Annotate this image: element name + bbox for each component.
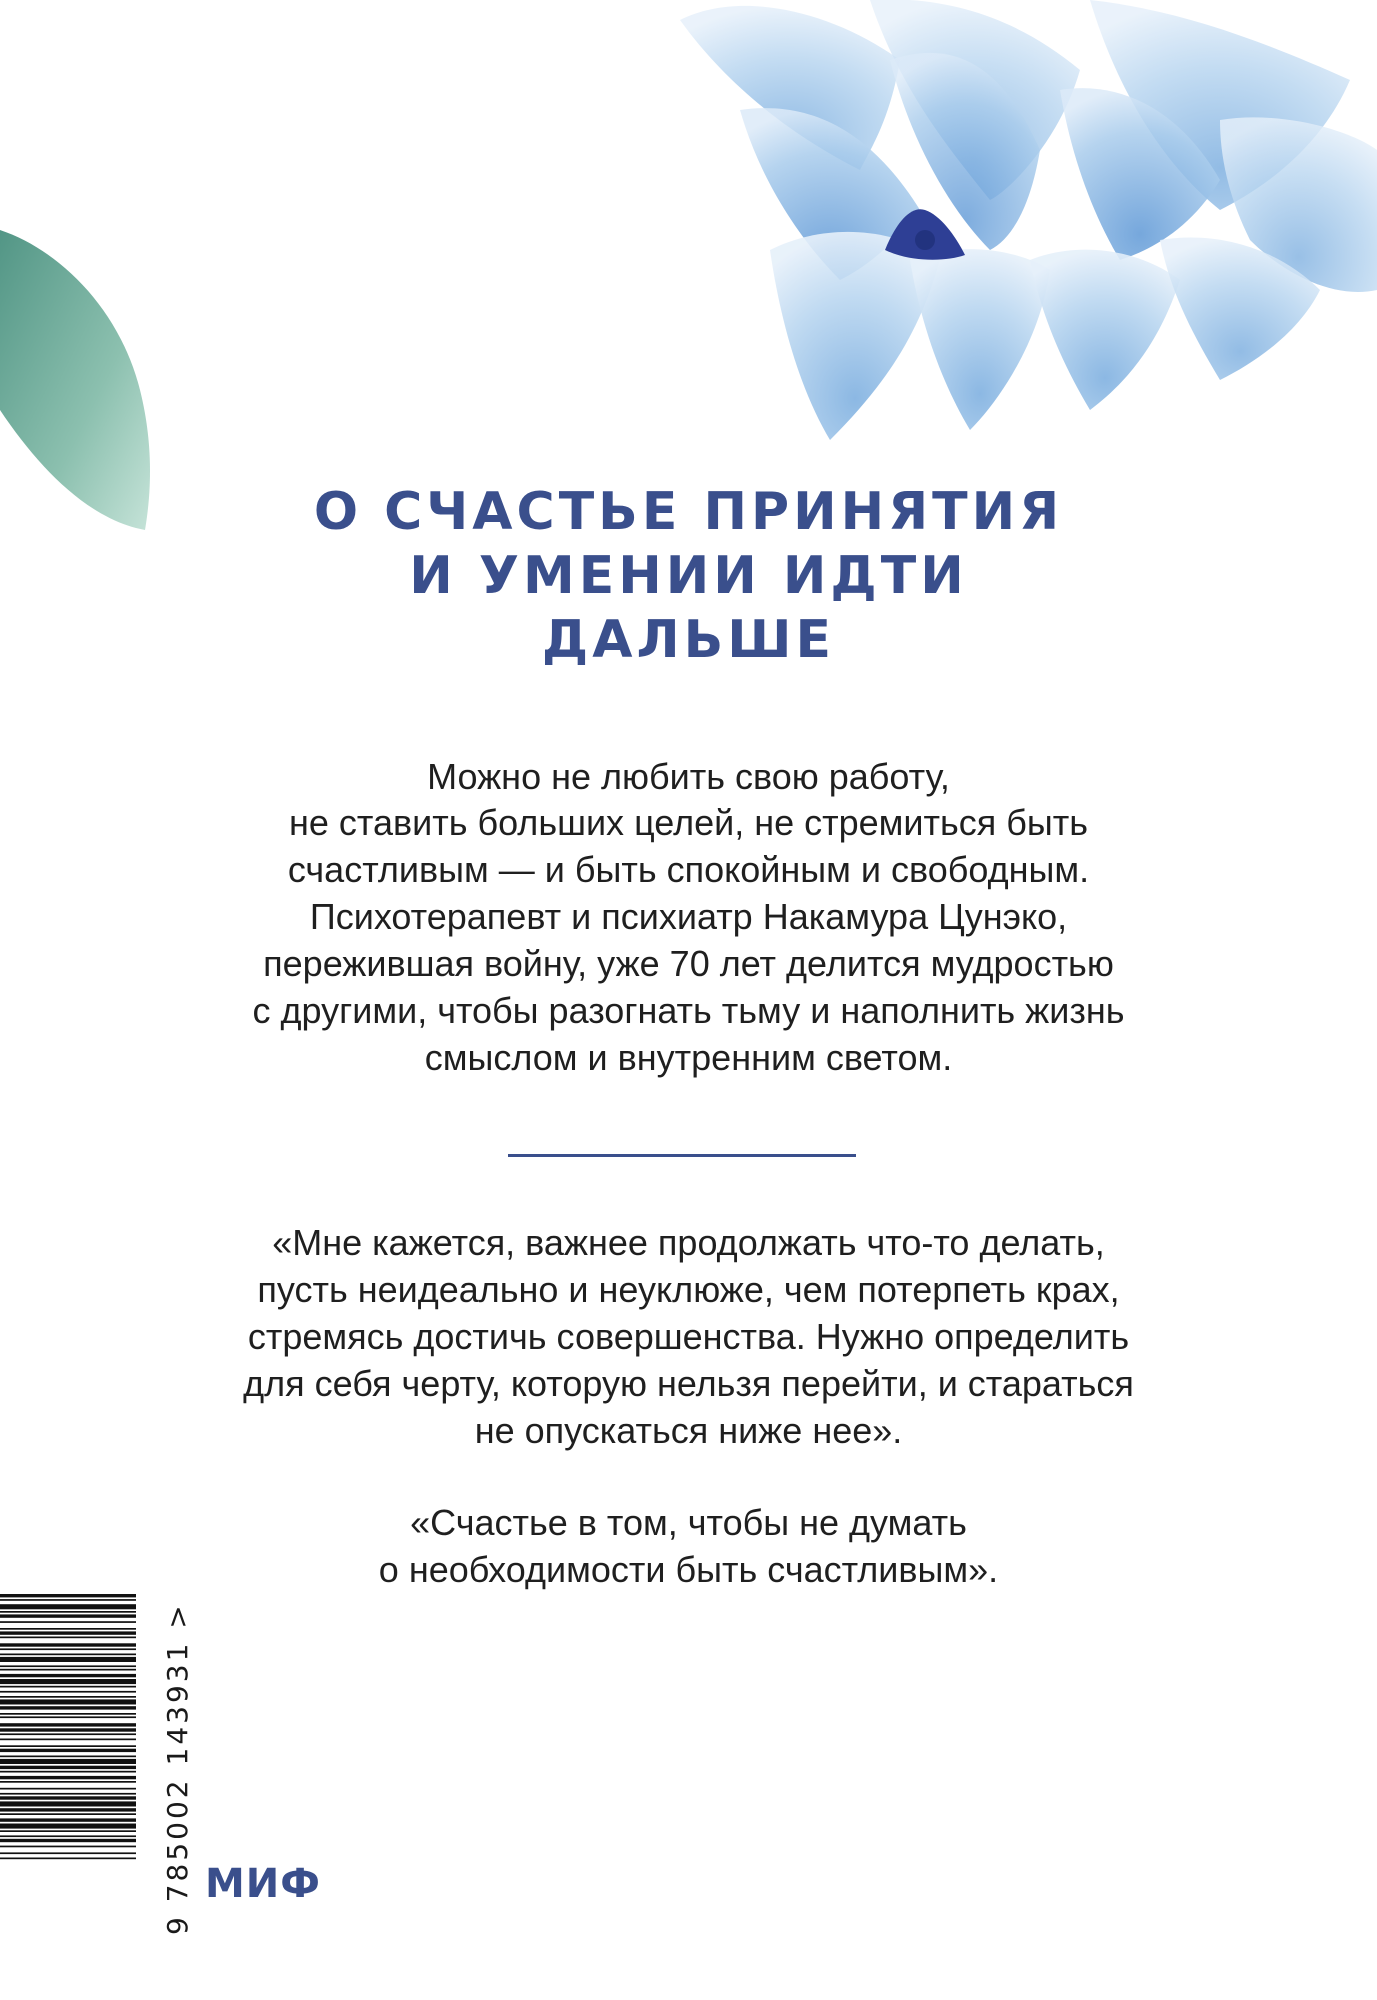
- section-divider: [508, 1154, 856, 1157]
- description-line-2: не ставить больших целей, не стремиться быть: [288, 802, 1089, 843]
- quote-2-line-1: «Счастье в том, чтобы не думать: [410, 1502, 967, 1543]
- description-line-6: с другими, чтобы разогнать тьму и наполнить жизнь: [252, 990, 1125, 1031]
- headline-line-3: ДАЛЬШЕ: [541, 610, 836, 670]
- quote-1-line-2: пусть неидеально и неуклюже, чем потерпеть крах,: [257, 1269, 1120, 1310]
- description-line-3: счастливым — и быть спокойным и свободным.: [287, 849, 1090, 890]
- description-line-1: Можно не любить свою работу,: [427, 756, 950, 797]
- description-line-7: смыслом и внутренним светом.: [424, 1037, 953, 1078]
- barcode-icon: [0, 1590, 136, 1940]
- headline-line-1: О СЧАСТЬЕ ПРИНЯТИЯ: [313, 482, 1064, 542]
- quote-1-line-1: «Мне кажется, важнее продолжать что-то делать,: [272, 1222, 1105, 1263]
- quote-1-line-5: не опускаться ниже нее».: [474, 1410, 903, 1451]
- quote-1-line-3: стремясь достичь совершенства. Нужно определить: [247, 1316, 1130, 1357]
- headline-line-2: И УМЕНИИ ИДТИ: [409, 546, 968, 606]
- description-line-4: Психотерапевт и психиатр Накамура Цунэко,: [309, 896, 1068, 937]
- description-line-5: пережившая войну, уже 70 лет делится мудростью: [263, 943, 1114, 984]
- quote-2-line-2: о необходимости быть счастливым».: [378, 1549, 999, 1590]
- quote-1-line-4: для себя черту, которую нельзя перейти, и стараться: [243, 1363, 1134, 1404]
- isbn-digits: 9 785002 143931 >: [161, 1602, 194, 1935]
- watercolor-flower-icon: [660, 0, 1377, 470]
- publisher-logo: МИФ: [205, 1861, 321, 1907]
